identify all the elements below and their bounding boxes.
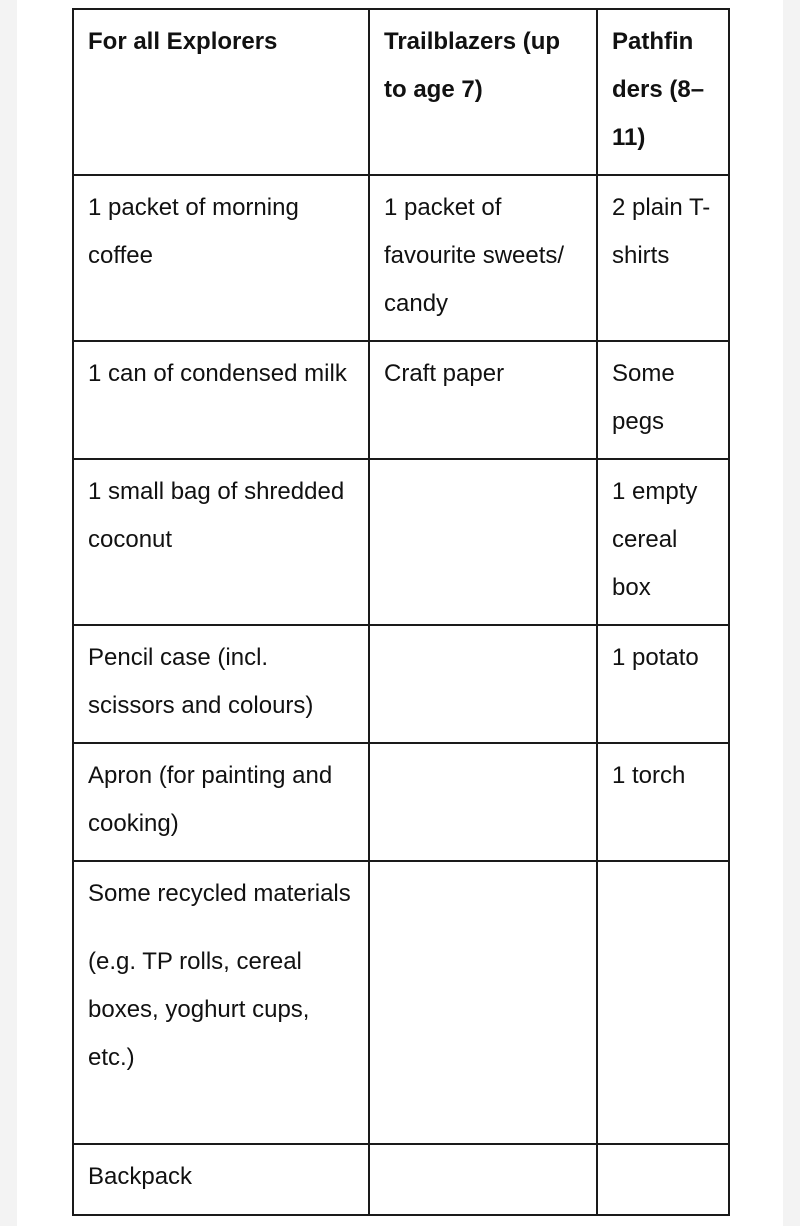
recycled-example-note: (e.g. TP rolls, cereal boxes, yoghurt cups, etc.) [88,948,310,1071]
table-header-row [73,9,729,175]
table-cell: 1 empty cereal box [597,459,729,625]
document-page [17,0,783,1226]
table-cell: Pencil case (incl. scissors and colours) [73,625,369,743]
table-cell: 1 packet of favourite sweets/ candy [369,175,597,341]
table-cell: 1 can of condensed milk [73,341,369,459]
table-cell [597,1144,729,1215]
table-row [73,861,729,1144]
table-row [73,175,729,341]
table-cell [369,1144,597,1215]
table-cell: 1 small bag of shredded coconut [73,459,369,625]
table-cell [597,861,729,1144]
table-cell: 1 torch [597,743,729,861]
table-row [73,1144,729,1215]
header-for-all-explorers: For all Explorers [73,9,369,175]
packing-list-table [72,8,730,1216]
table-cell: 1 potato [597,625,729,743]
table-cell [369,861,597,1144]
table-row [73,459,729,625]
table-row [73,341,729,459]
header-pathfinders: Pathfin ders (8–11) [597,9,729,175]
table-cell: 2 plain T-shirts [597,175,729,341]
table-cell: Some recycled materials (e.g. TP rolls, cereal boxes, yoghurt cups, etc.) [73,861,369,1144]
header-trailblazers: Trailblazers (up to age 7) [369,9,597,175]
table-row [73,743,729,861]
table-cell: Backpack [73,1144,369,1215]
table-cell [369,459,597,625]
table-cell [369,743,597,861]
table-cell: Some pegs [597,341,729,459]
table-row [73,625,729,743]
table-cell [369,625,597,743]
table-cell: Apron (for painting and cooking) [73,743,369,861]
table-cell: Craft paper [369,341,597,459]
table-cell: 1 packet of morning coffee [73,175,369,341]
